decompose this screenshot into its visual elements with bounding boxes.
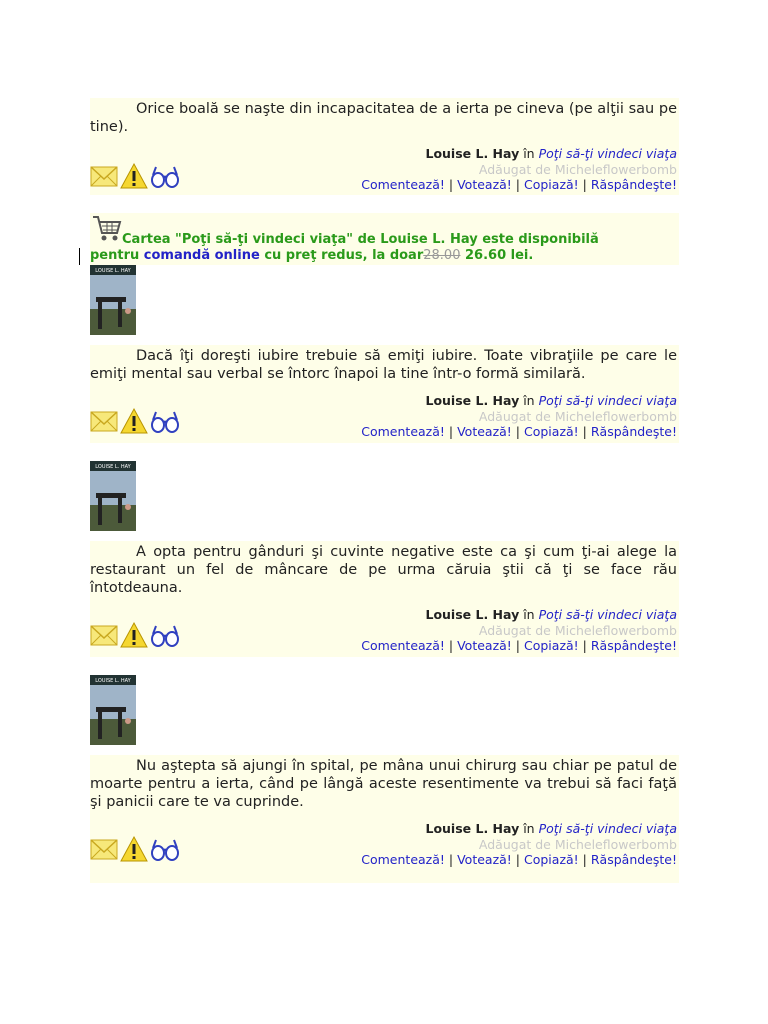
quote-text: Dacă îţi doreşti iubire trebuie să emiţi iubire. Toate vibraţiile pe care le emiţi mental sau verbal se întorc înapoi la tine într-o formă similară.	[90, 348, 677, 382]
share-link[interactable]: Răspândeşte!	[590, 177, 677, 192]
author-link[interactable]: Louise L. Hay	[425, 607, 520, 622]
envelope-icon[interactable]	[90, 835, 118, 863]
added-by: Adăugat de Micheleflowerbomb	[478, 836, 677, 852]
added-by: Adăugat de Micheleflowerbomb	[478, 622, 677, 638]
envelope-icon[interactable]	[90, 162, 118, 190]
copy-link[interactable]: Copiază!	[524, 638, 579, 653]
author-link[interactable]: Louise L. Hay	[425, 146, 520, 161]
vote-link[interactable]: Votează!	[457, 852, 512, 867]
shopping-cart-icon[interactable]	[92, 213, 122, 248]
quote-text: A opta pentru gânduri şi cuvinte negative este ca şi cum ţi-ai alege la restaurant un fel de mâncare de pe urma căruia ştii că ţi se face rău întotdeauna.	[90, 544, 677, 596]
envelope-icon[interactable]	[90, 407, 118, 435]
quote-meta: Louise L. Hay în Poţi să-ţi vindeci viaţa Adăugat de Micheleflowerbomb Comentează! | Votează! | Copiază! | Răspândeşte!	[361, 821, 677, 867]
book-cover[interactable]	[90, 675, 136, 745]
envelope-icon[interactable]	[90, 621, 118, 649]
in-word: în	[523, 607, 535, 622]
glasses-icon[interactable]	[150, 162, 180, 190]
quote-text: Nu aştepta să ajungi în spital, pe mâna unui chirurg sau chiar pe patul de moarte pentru a ierta, când pe lângă aceste resentimente va trebui să faci faţă şi panicii care te va cuprinde.	[90, 758, 677, 810]
comment-link[interactable]: Comentează!	[361, 852, 445, 867]
comment-link[interactable]: Comentează!	[361, 638, 445, 653]
promo-mid: cu preţ redus, la doar	[264, 248, 424, 263]
comment-link[interactable]: Comentează!	[361, 177, 445, 192]
new-price: 26.60 lei.	[465, 248, 534, 263]
warning-icon[interactable]	[120, 407, 148, 435]
warning-icon[interactable]	[120, 621, 148, 649]
glasses-icon[interactable]	[150, 621, 180, 649]
copy-link[interactable]: Copiază!	[524, 424, 579, 439]
book-cover[interactable]	[90, 265, 136, 335]
book-link[interactable]: Poţi să-ţi vindeci viaţa	[538, 607, 677, 622]
vote-link[interactable]: Votează!	[457, 638, 512, 653]
added-by: Adăugat de Micheleflowerbomb	[478, 161, 677, 177]
cover-author: LOUISE L. HAY	[95, 678, 131, 684]
added-by: Adăugat de Micheleflowerbomb	[478, 408, 677, 424]
share-link[interactable]: Răspândeşte!	[590, 852, 677, 867]
text-cursor	[79, 248, 80, 265]
book-cover[interactable]	[90, 461, 136, 531]
quote-text: Orice boală se naşte din incapacitatea de a ierta pe cineva (pe alţii sau pe tine).	[90, 101, 677, 135]
glasses-icon[interactable]	[150, 407, 180, 435]
promo-block	[90, 213, 679, 265]
quote-block	[90, 541, 679, 657]
share-link[interactable]: Răspândeşte!	[590, 424, 677, 439]
quote-meta: Louise L. Hay în Poţi să-ţi vindeci viaţa Adăugat de Micheleflowerbomb Comentează! | Votează! | Copiază! | Răspândeşte!	[361, 146, 677, 192]
book-link[interactable]: Poţi să-ţi vindeci viaţa	[538, 146, 677, 161]
vote-link[interactable]: Votează!	[457, 177, 512, 192]
old-price: 28.00	[423, 248, 461, 263]
author-link[interactable]: Louise L. Hay	[425, 821, 520, 836]
copy-link[interactable]: Copiază!	[524, 177, 579, 192]
in-word: în	[523, 146, 535, 161]
author-link[interactable]: Louise L. Hay	[425, 393, 520, 408]
comment-link[interactable]: Comentează!	[361, 424, 445, 439]
in-word: în	[523, 393, 535, 408]
quote-meta: Louise L. Hay în Poţi să-ţi vindeci viaţa Adăugat de Micheleflowerbomb Comentează! | Votează! | Copiază! | Răspândeşte!	[361, 393, 677, 439]
book-link[interactable]: Poţi să-ţi vindeci viaţa	[538, 393, 677, 408]
in-word: în	[523, 821, 535, 836]
promo-line1: Cartea "Poţi să-ţi vindeci viaţa" de Louise L. Hay este disponibilă	[122, 232, 599, 247]
vote-link[interactable]: Votează!	[457, 424, 512, 439]
quote-block	[90, 98, 679, 195]
cover-author: LOUISE L. HAY	[95, 268, 131, 274]
promo-pre: pentru	[90, 248, 140, 263]
cover-author: LOUISE L. HAY	[95, 464, 131, 470]
glasses-icon[interactable]	[150, 835, 180, 863]
share-link[interactable]: Răspândeşte!	[590, 638, 677, 653]
copy-link[interactable]: Copiază!	[524, 852, 579, 867]
quote-block	[90, 755, 679, 883]
quote-block	[90, 345, 679, 443]
warning-icon[interactable]	[120, 162, 148, 190]
quote-meta: Louise L. Hay în Poţi să-ţi vindeci viaţa Adăugat de Micheleflowerbomb Comentează! | Votează! | Copiază! | Răspândeşte!	[361, 607, 677, 653]
order-online-link[interactable]: comandă online	[143, 248, 260, 263]
book-link[interactable]: Poţi să-ţi vindeci viaţa	[538, 821, 677, 836]
warning-icon[interactable]	[120, 835, 148, 863]
